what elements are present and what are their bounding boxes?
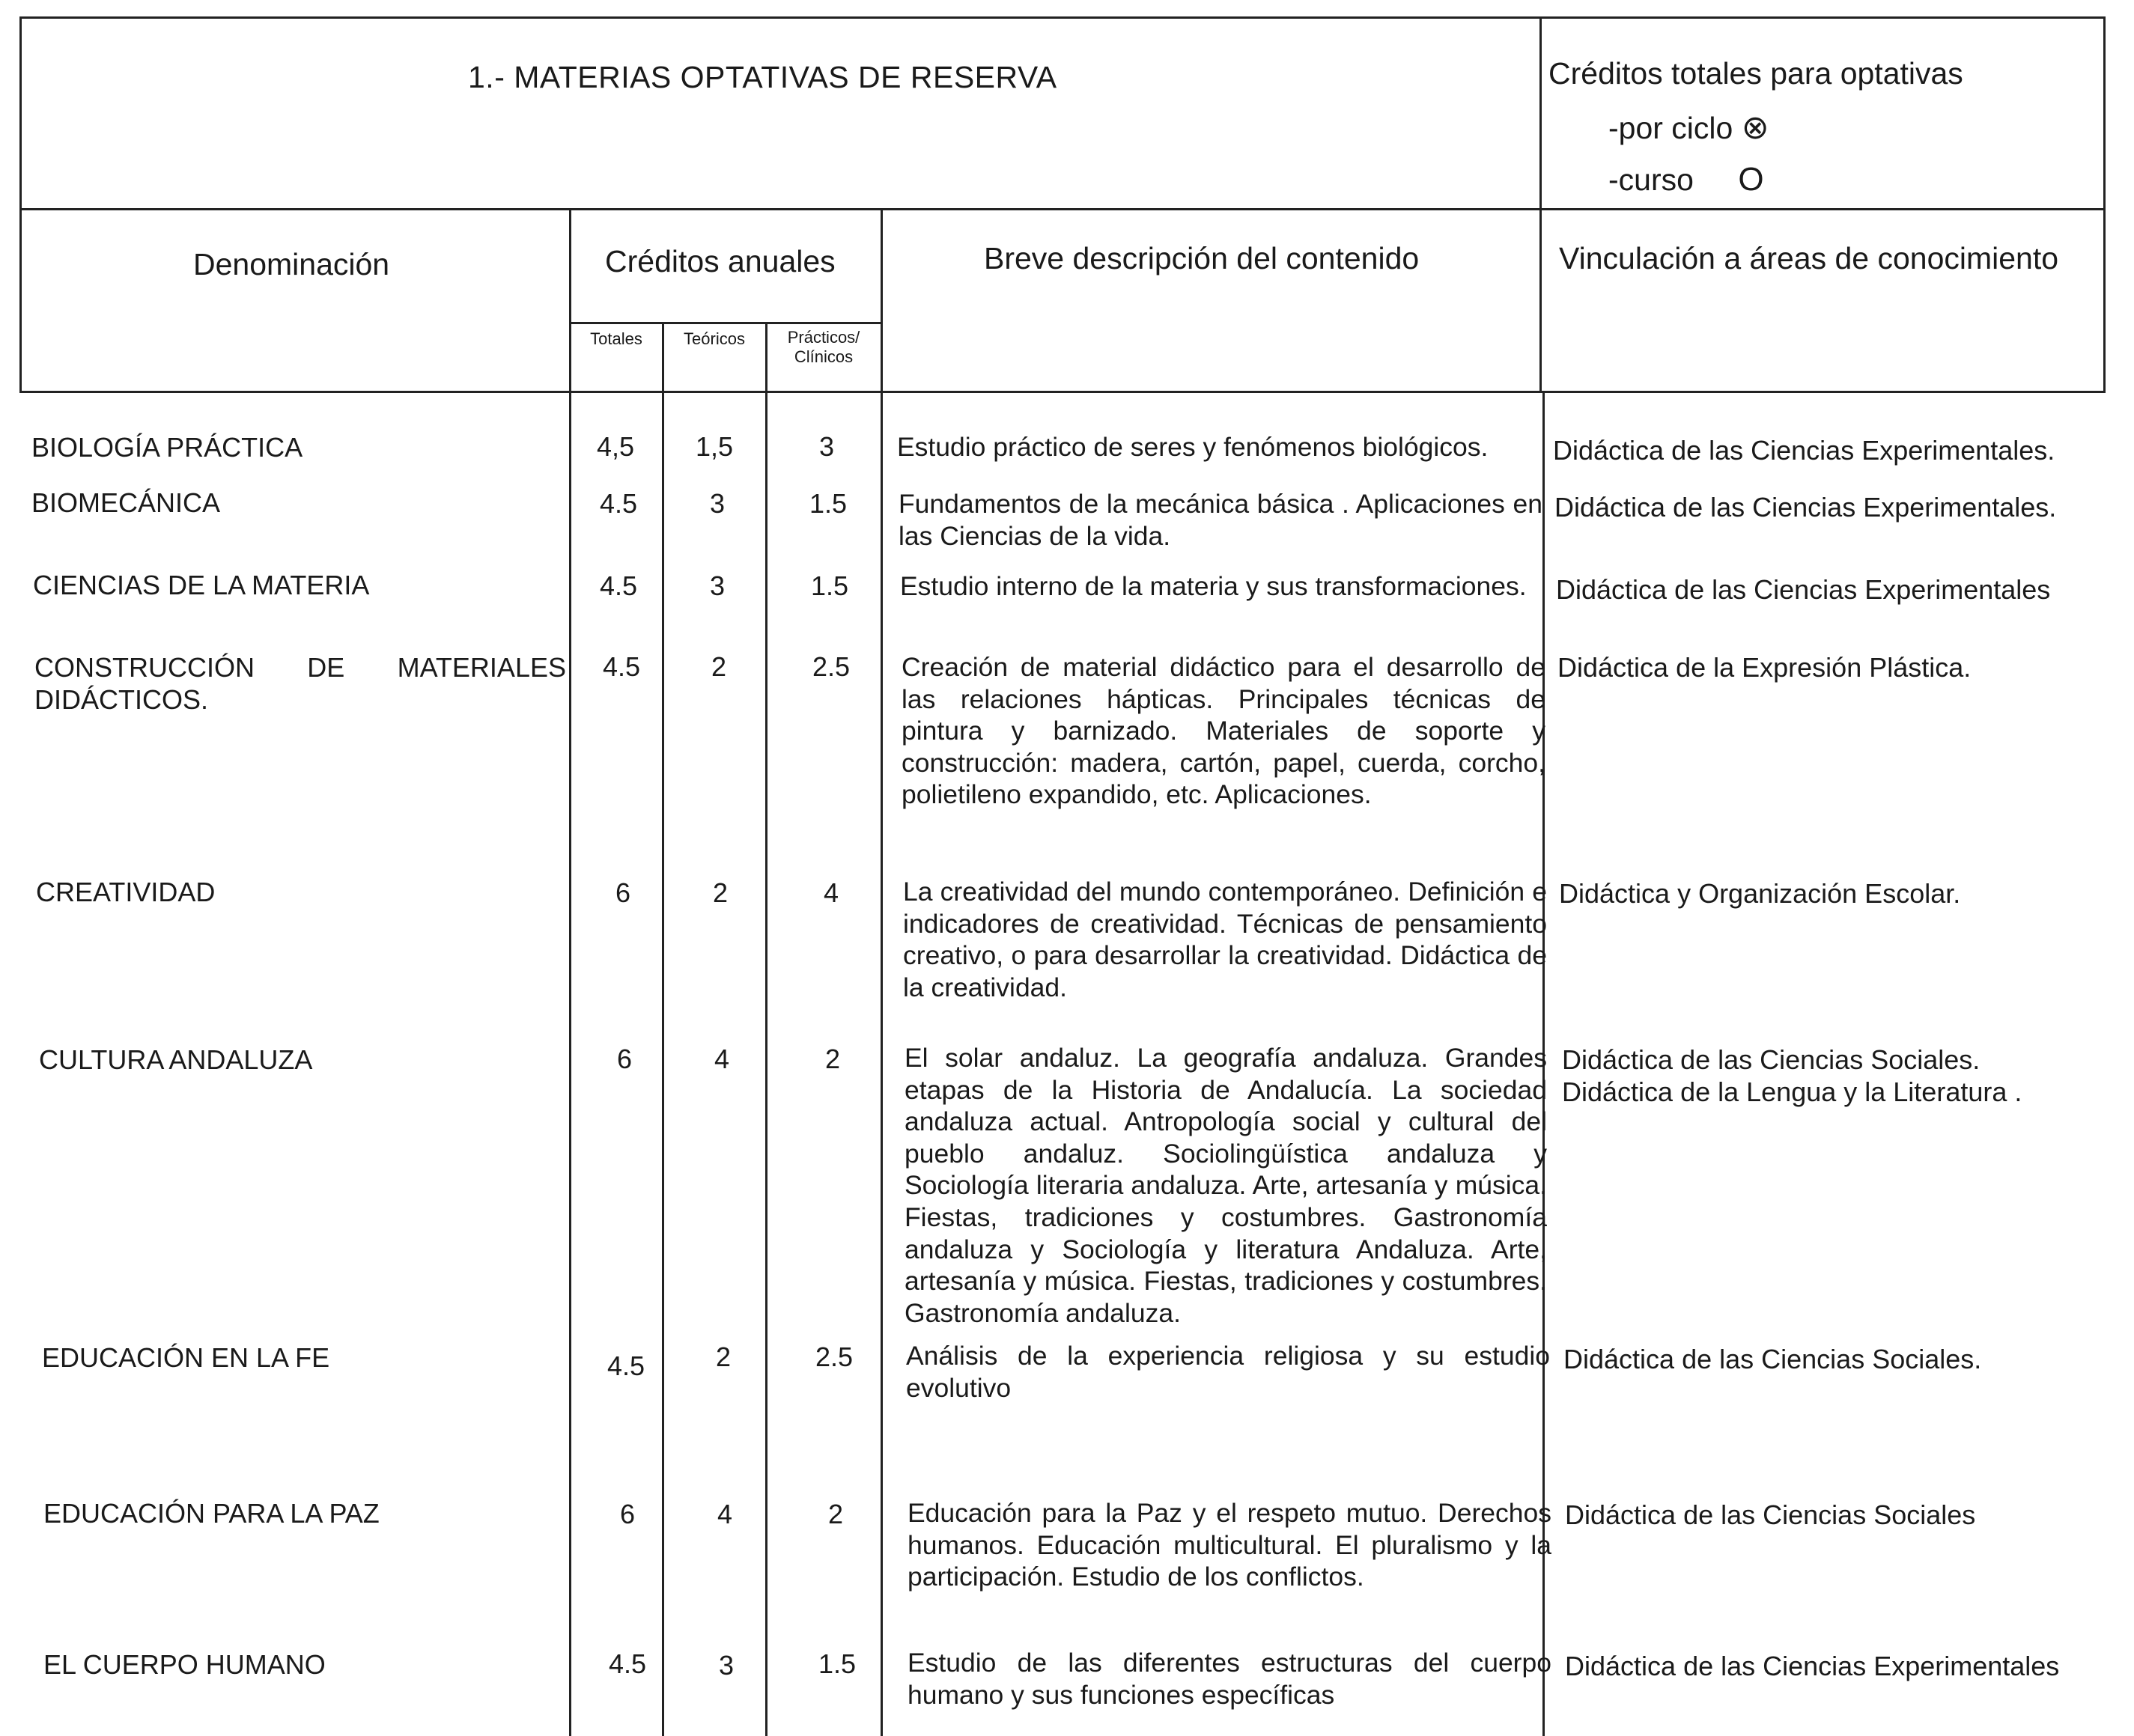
rule-denominacion <box>569 208 571 1736</box>
row-teoricos: 2 <box>711 651 727 682</box>
por-ciclo-line <box>1608 109 1769 147</box>
row-teoricos: 4 <box>717 1499 733 1529</box>
row-totales: 6 <box>616 1044 633 1074</box>
rule-columns-bottom <box>19 391 2106 393</box>
row-practicos: 2 <box>824 1044 841 1074</box>
row-area: Didáctica de las Ciencias Sociales. <box>1563 1344 1982 1374</box>
row-description: Estudio práctico de seres y fenómenos biológicos. <box>897 432 1489 462</box>
row-totales: 4.5 <box>599 488 638 519</box>
row-name: CIENCIAS DE LA MATERIA <box>33 570 370 600</box>
rule-subheader <box>569 322 881 324</box>
row-description: Educación para la Paz y el respeto mutuo. Derechos humanos. Educación multicultural. El pluralismo y la participación. Estudio de los conflictos. <box>908 1498 1551 1592</box>
row-description: Estudio interno de la materia y sus transformaciones. <box>900 571 1527 601</box>
row-teoricos: 1,5 <box>695 431 734 462</box>
row-totales: 4.5 <box>602 651 641 682</box>
row-area: Didáctica de las Ciencias Experimentales. <box>1553 435 2055 466</box>
row-practicos: 3 <box>818 431 835 462</box>
row-name: BIOLOGÍA PRÁCTICA <box>31 432 303 463</box>
row-area: Didáctica de la Expresión Plástica. <box>1557 652 1972 683</box>
row-description: Estudio de las diferentes estructuras del cuerpo humano y sus funciones específicas <box>908 1648 1551 1710</box>
row-area: Didáctica de las Ciencias Experimentales <box>1565 1651 2060 1681</box>
rule-left <box>19 16 22 391</box>
row-description: El solar andaluz. La geografía andaluza. Grandes etapas de la Historia de Andalucía. La sociedad andaluza actual. Antropología social y cultural del pueblo andaluz. Sociolingüística andaluza y Sociología literaria andaluza. Arte, artesanía y música. Fiestas, tradiciones y costumbres. Gastronomía andaluza y Sociología y literatura Andaluza. Arte, artesanía y música. Fiestas, tradiciones y costumbres. Gastronomía andaluza. <box>905 1043 1547 1328</box>
rule-top <box>19 16 2106 19</box>
col-header-creditos: Créditos anuales <box>605 244 836 278</box>
row-teoricos: 3 <box>709 488 726 519</box>
row-area: Didáctica de las Ciencias Sociales. Didáctica de la Lengua y la Literatura . <box>1562 1044 2022 1107</box>
col-header-denominacion: Denominación <box>193 247 390 281</box>
col-header-practicos: Prácticos/ Clínicos <box>787 328 860 366</box>
row-name: BIOMECÁNICA <box>31 487 221 518</box>
optativas-title: Créditos totales para optativas <box>1548 56 1963 91</box>
row-practicos: 4 <box>823 877 839 908</box>
rule-right <box>2103 16 2106 391</box>
rule-practicos <box>881 208 883 1736</box>
row-teoricos: 2 <box>712 877 729 908</box>
row-totales: 6 <box>619 1499 636 1529</box>
row-description: La creatividad del mundo contemporáneo. Definición e indicadores de creatividad. Técnicas de pensamiento creativo, o para desarrollar la creatividad. Didáctica de la creatividad. <box>903 877 1547 1002</box>
row-practicos: 1.5 <box>810 570 849 601</box>
rule-teoricos <box>765 322 767 1736</box>
row-area: Didáctica de las Ciencias Experimentales <box>1556 574 2051 605</box>
row-name: CREATIVIDAD <box>36 877 216 907</box>
row-description: Creación de material didáctico para el desarrollo de las relaciones hápticas. Principales técnicas de pintura y barnizado. Materiales de soporte y construcción: madera, cartón, papel, cuerda, corcho, polietileno expandido, etc. Aplicaciones. <box>902 652 1545 810</box>
circle-icon: O <box>1738 161 1764 198</box>
row-teoricos: 3 <box>709 570 726 601</box>
row-area: Didáctica y Organización Escolar. <box>1559 878 1961 909</box>
row-description: Fundamentos de la mecánica básica . Aplicaciones en las Ciencias de la vida. <box>899 489 1542 551</box>
row-teoricos: 3 <box>718 1650 735 1681</box>
row-name: EDUCACIÓN PARA LA PAZ <box>43 1498 380 1529</box>
row-practicos: 1.5 <box>809 488 848 519</box>
row-teoricos: 4 <box>714 1044 730 1074</box>
row-area: Didáctica de las Ciencias Experimentales. <box>1554 492 2057 523</box>
row-practicos: 1.5 <box>818 1648 857 1679</box>
row-name: EDUCACIÓN EN LA FE <box>42 1342 330 1373</box>
curso-label: -curso <box>1608 162 1694 197</box>
por-ciclo-label: -por ciclo <box>1608 111 1733 145</box>
col-header-vinculacion: Vinculación a áreas de conocimiento <box>1559 241 2059 275</box>
row-practicos: 2.5 <box>815 1341 854 1372</box>
curso-line <box>1608 161 1764 198</box>
row-totales: 4.5 <box>599 570 638 601</box>
row-name: CULTURA ANDALUZA <box>39 1044 313 1075</box>
row-practicos: 2.5 <box>812 651 851 682</box>
col-header-totales: Totales <box>590 329 642 348</box>
row-teoricos: 2 <box>715 1341 732 1372</box>
col-header-teoricos: Teóricos <box>684 329 745 348</box>
rule-optativas <box>1539 16 1542 391</box>
circled-x-icon: ⊗ <box>1741 109 1769 146</box>
row-totales: 4.5 <box>607 1350 645 1381</box>
row-totales: 6 <box>615 877 631 908</box>
page-title: 1.- MATERIAS OPTATIVAS DE RESERVA <box>468 60 1057 94</box>
row-practicos: 2 <box>827 1499 844 1529</box>
row-totales: 4.5 <box>608 1648 647 1679</box>
col-header-descripcion: Breve descripción del contenido <box>984 241 1420 275</box>
row-totales: 4,5 <box>596 431 635 462</box>
row-name: EL CUERPO HUMANO <box>43 1649 326 1680</box>
rule-header-bottom <box>19 208 2106 210</box>
row-name: CONSTRUCCIÓN DE MATERIALES DIDÁCTICOS. <box>34 652 566 715</box>
row-description: Análisis de la experiencia religiosa y su estudio evolutivo <box>906 1341 1550 1403</box>
row-area: Didáctica de las Ciencias Sociales <box>1565 1499 1976 1530</box>
